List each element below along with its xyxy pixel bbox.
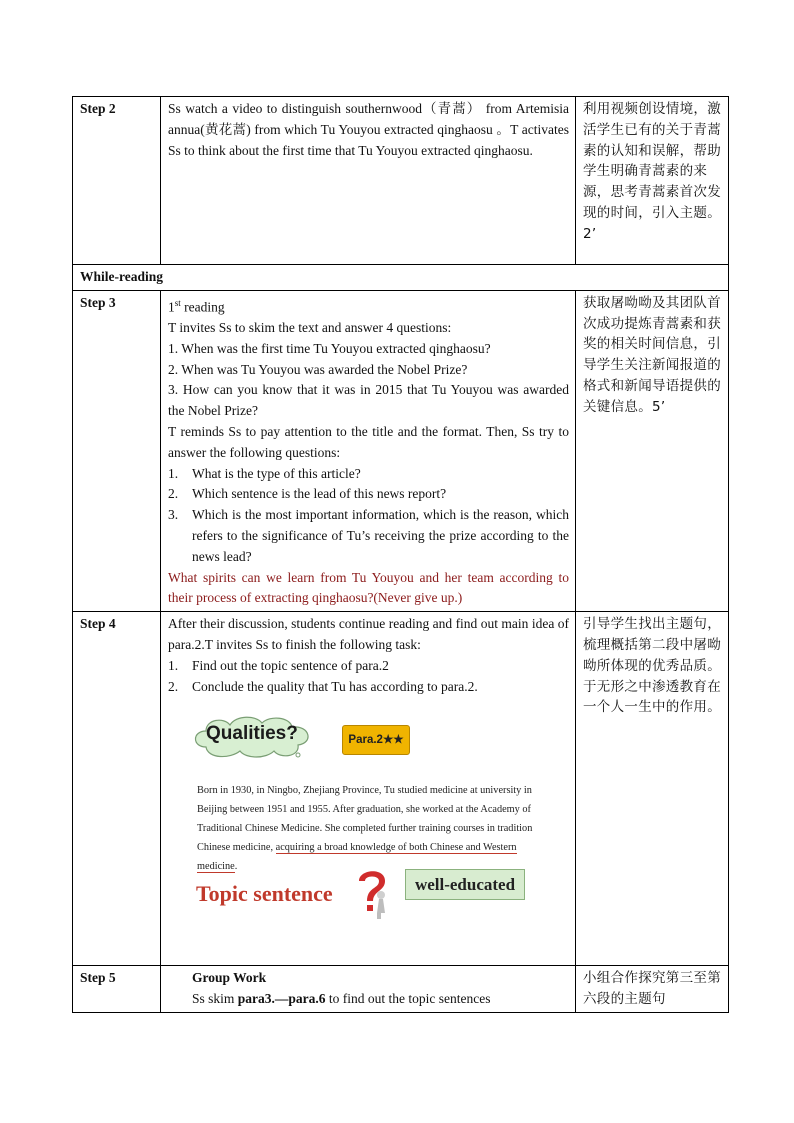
step5-purpose: 小组合作探究第三至第六段的主题句 — [576, 966, 729, 1013]
step3-remind: T reminds Ss to pay attention to the title and the format. Then, Ss try to answer the following questions: — [168, 424, 569, 460]
step2-activity: Ss watch a video to distinguish southernwood（青蒿） from Artemisia annua(黄花蒿) from which Tu Youyou extracted qinghaosu 。T activates Ss to think about the first time that Tu Youyou extracted qinghaosu. — [161, 97, 576, 265]
step3-activity — [161, 290, 576, 611]
para2-slide-image — [168, 701, 569, 951]
step3-question-1: 1. When was the first time Tu Youyou extracted qinghaosu? — [168, 340, 491, 356]
topic-sentence-label: Topic sentence — [196, 881, 333, 907]
list-item: 1. What is the type of this article? — [168, 465, 361, 481]
step4-activity — [161, 612, 576, 966]
while-reading-heading: While-reading — [73, 265, 729, 291]
para2-excerpt: Born in 1930, in Ningbo, Zhejiang Province, Tu studied medicine at university in Beijing between 1951 and 1955. After graduation, she worked at the Academy of Traditional Chinese Medicine. She completed further training courses in tradition Chinese medicine, acquiring a broad knowledge of both Chinese and Western medicine. — [197, 785, 533, 872]
para2-badge: Para.2★★ — [342, 725, 410, 755]
step4-row — [73, 612, 729, 966]
reading-heading: 1st reading — [168, 297, 225, 315]
list-item: 1. Find out the topic sentence of para.2 — [168, 657, 389, 673]
step2-label: Step 2 — [73, 97, 161, 265]
answer-box: well-educated — [405, 869, 525, 900]
list-item: 2. Which sentence is the lead of this news report? — [168, 486, 447, 502]
step3-row — [73, 290, 729, 611]
step3-question-3: 3. How can you know that it was in 2015 that Tu Youyou was awarded the Nobel Prize? — [168, 382, 569, 419]
step3-purpose: 获取屠呦呦及其团队首次成功提炼青蒿素和获奖的相关时间信息，引导学生关注新闻报道的格式和新闻导语提供的关键信息。5’ — [576, 290, 729, 611]
cloud-label: Qualities? — [206, 723, 298, 745]
list-item: 2. Conclude the quality that Tu has according to para.2. — [168, 678, 478, 694]
step5-text: Ss skim para3.—para.6 to find out the topic sentences — [192, 991, 491, 1007]
topic-sentence-underline: acquiring a broad knowledge of both Chinese and Western — [275, 841, 517, 853]
step2-purpose: 利用视频创设情境，激活学生已有的关于青蒿素的认知和误解，帮助学生明确青蒿素的来源，思考青蒿素首次发现的时间，引入主题。 2’ — [576, 97, 729, 265]
step4-intro: After their discussion, students continue reading and find out main idea of para.2.T invites Ss to finish the following task: — [168, 616, 569, 653]
step3-red-question: What spirits can we learn from Tu Youyou and her team according to their process of extracting qinghaosu?(Never give up.) — [168, 569, 569, 606]
step2-row — [73, 97, 729, 265]
lesson-plan-table — [72, 96, 729, 1013]
step5-activity — [161, 966, 576, 1013]
step3-list — [168, 464, 569, 568]
list-item: 3. Which is the most important information, which is the reason, which refers to the significance of Tu’s receiving the prize according to the news lead? — [168, 507, 569, 564]
step4-label: Step 4 — [73, 612, 161, 966]
step5-label: Step 5 — [73, 966, 161, 1013]
step5-title: Group Work — [192, 970, 267, 986]
step3-question-2: 2. When was Tu Youyou was awarded the Nobel Prize? — [168, 361, 468, 377]
question-mark-figure-icon — [351, 865, 393, 921]
step5-row — [73, 966, 729, 1013]
step3-intro: T invites Ss to skim the text and answer 4 questions: — [168, 320, 452, 336]
step3-label: Step 3 — [73, 290, 161, 611]
step4-list — [168, 656, 569, 698]
step4-purpose: 引导学生找出主题句，梳理概括第二段中屠呦呦所体现的优秀品质。于无形之中渗透教育在一个人一生中的作用。 — [576, 612, 729, 966]
while-reading-row — [73, 265, 729, 291]
